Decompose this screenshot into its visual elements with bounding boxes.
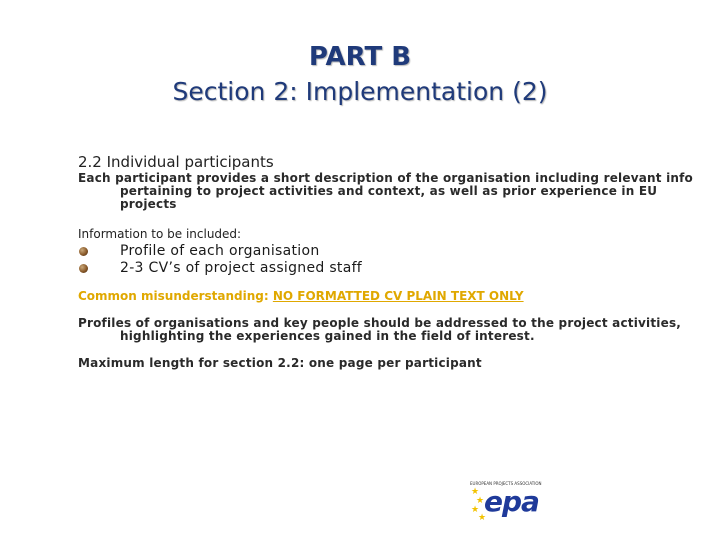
- profiles-note: Profiles of organisations and key people should be addressed to the project activities, highlighting the experiences gained in the field of interest.: [78, 316, 682, 343]
- bullet-list: [78, 243, 703, 277]
- logo-wordmark: epa: [484, 485, 539, 518]
- misunderstanding-label: Common misunderstanding:: [78, 289, 273, 303]
- bullet-icon: [79, 264, 88, 273]
- logo-tagline: EUROPEAN PROJECTS ASSOCIATION: [470, 481, 542, 486]
- star-icon: ★: [471, 487, 480, 497]
- epa-logo: [468, 481, 542, 523]
- bullet-text: 2-3 CV’s of project assigned staff: [120, 260, 363, 276]
- participant-description: Each participant provides a short description of the organisation including relevant info pertaining to project activities and context, as well as prior experience in EU projects: [78, 171, 693, 211]
- star-icon: ★: [476, 496, 485, 506]
- section-subheading: 2.2 Individual participants: [78, 153, 274, 171]
- bullet-item: [78, 260, 703, 277]
- title-section: Section 2: Implementation (2): [172, 77, 548, 106]
- misunderstanding-emphasis: NO FORMATTED CV PLAIN TEXT ONLY: [272, 289, 524, 303]
- title-part: PART B: [308, 42, 412, 72]
- star-icon: ★: [471, 505, 480, 515]
- bullet-item: [78, 243, 703, 260]
- bullet-text: Profile of each organisation: [120, 243, 320, 259]
- max-length-note: Maximum length for section 2.2: one page per participant: [78, 356, 482, 370]
- slide-content: [78, 152, 703, 370]
- info-label: Information to be included:: [78, 227, 242, 241]
- bullet-icon: [79, 247, 88, 256]
- star-icon: ★: [478, 513, 487, 523]
- common-misunderstanding: [78, 289, 703, 303]
- slide-title: [0, 40, 720, 110]
